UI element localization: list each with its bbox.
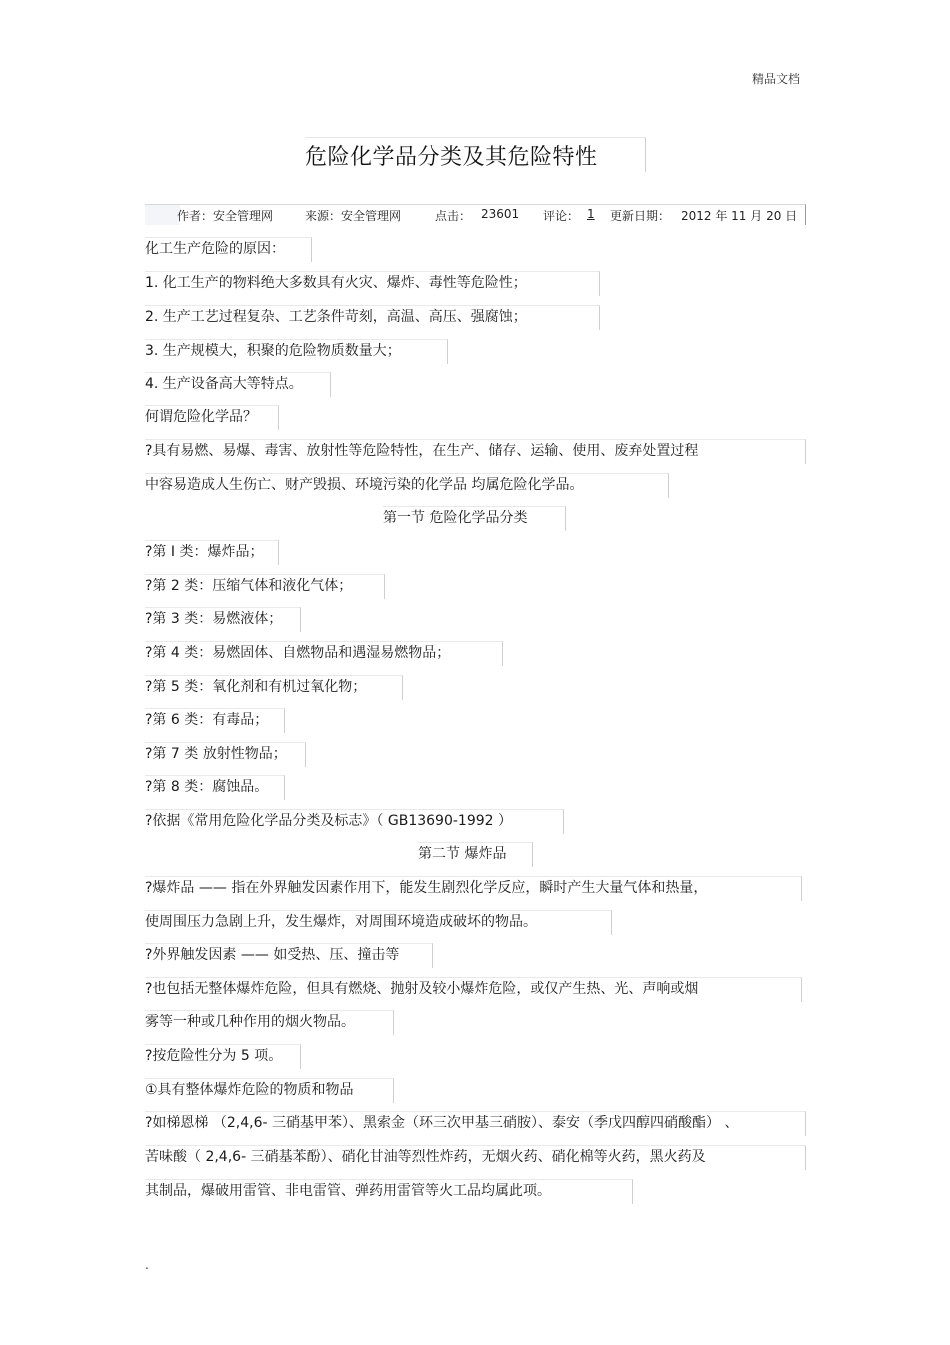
list-item: ?第 6 类：有毒品； bbox=[145, 712, 269, 728]
paragraph-line: ?也包括无整体爆炸危险，但具有燃烧、抛射及较小爆炸危险，或仅产生热、光、声响或烟 bbox=[145, 981, 699, 997]
list-item: ?第 5 类：氧化剂和有机过氧化物； bbox=[145, 679, 367, 695]
section-heading-2: 第二节 爆炸品 bbox=[418, 846, 507, 862]
paragraph-line: 苦味酸（ 2,4,6- 三硝基苯酚）、硝化甘油等烈性炸药，无烟火药、硝化棉等火药，黑火药及 bbox=[145, 1149, 706, 1165]
paragraph-line: 何谓危险化学品？ bbox=[145, 409, 257, 425]
paragraph-line: 4. 生产设备高大等特点。 bbox=[145, 376, 303, 392]
list-item: ?第 I 类：爆炸品； bbox=[145, 544, 264, 560]
paragraph-line: 其制品，爆破用雷管、非电雷管、弹药用雷管等火工品均属此项。 bbox=[145, 1183, 551, 1199]
paragraph-line: ?外界触发因素 —— 如受热、压、撞击等 bbox=[145, 947, 400, 963]
article-meta-bar bbox=[145, 204, 806, 225]
paragraph-line: ?具有易燃、易爆、毒害、放射性等危险特性，在生产、储存、运输、使用、废弃处置过程 bbox=[145, 443, 699, 459]
list-item: ?第 3 类：易燃液体； bbox=[145, 611, 283, 627]
paragraph-line: ?依据《常用危险化学品分类及标志》（ GB13690-1992 ） bbox=[145, 813, 512, 829]
paragraph-line: 2. 生产工艺过程复杂、工艺条件苛刻，高温、高压、强腐蚀； bbox=[145, 309, 527, 325]
paragraph-line: ?爆炸品 —— 指在外界触发因素作用下，能发生剧烈化学反应，瞬时产生大量气体和热量， bbox=[145, 880, 708, 896]
meta-updated-value: 2012 年 11 月 20 日 bbox=[681, 209, 798, 223]
paragraph-line: 使周围压力急剧上升，发生爆炸，对周围环境造成破坏的物品。 bbox=[145, 914, 537, 930]
meta-author: 作者：安全管理网 bbox=[177, 209, 274, 223]
paragraph-line: 1. 化工生产的物料绝大多数具有火灾、爆炸、毒性等危险性； bbox=[145, 275, 527, 291]
meta-clicks-label: 点击： bbox=[435, 209, 472, 223]
meta-updated-label: 更新日期： bbox=[610, 209, 671, 223]
document-title: 危险化学品分类及其危险特性 bbox=[305, 145, 598, 170]
paragraph-line: ?按危险性分为 5 项。 bbox=[145, 1048, 283, 1064]
list-item: ?第 4 类：易燃固体、自燃物品和遇湿易燃物品； bbox=[145, 645, 451, 661]
header-watermark-text: 精品文档 bbox=[752, 72, 801, 86]
footer-mark: . bbox=[145, 1258, 149, 1272]
list-item: ?第 7 类 放射性物品； bbox=[145, 746, 287, 762]
paragraph-line: 中容易造成人生伤亡、财产毁损、环境污染的化学品 均属危险化学品。 bbox=[145, 477, 584, 493]
paragraph-line: ?如梯恩梯 （2,4,6- 三硝基甲苯）、黑索金（环三次甲基三硝胺）、泰安（季戊四醇四硝酸酯） 、 bbox=[145, 1115, 739, 1131]
paragraph-line: 3. 生产规模大，积聚的危险物质数量大； bbox=[145, 343, 401, 359]
meta-comments-label: 评论： bbox=[543, 209, 580, 223]
section-heading-1: 第一节 危险化学品分类 bbox=[383, 510, 528, 526]
meta-clicks-value: 23601 bbox=[481, 207, 520, 221]
paragraph-line: 化工生产危险的原因： bbox=[145, 241, 285, 257]
list-item: ?第 8 类：腐蚀品。 bbox=[145, 779, 269, 795]
paragraph-line: ①具有整体爆炸危险的物质和物品 bbox=[145, 1082, 354, 1098]
meta-comments-link[interactable]: 1 bbox=[587, 207, 595, 221]
paragraph-line: 雾等一种或几种作用的烟火物品。 bbox=[145, 1014, 355, 1030]
meta-source: 来源：安全管理网 bbox=[305, 209, 402, 223]
list-item: ?第 2 类：压缩气体和液化气体； bbox=[145, 578, 353, 594]
